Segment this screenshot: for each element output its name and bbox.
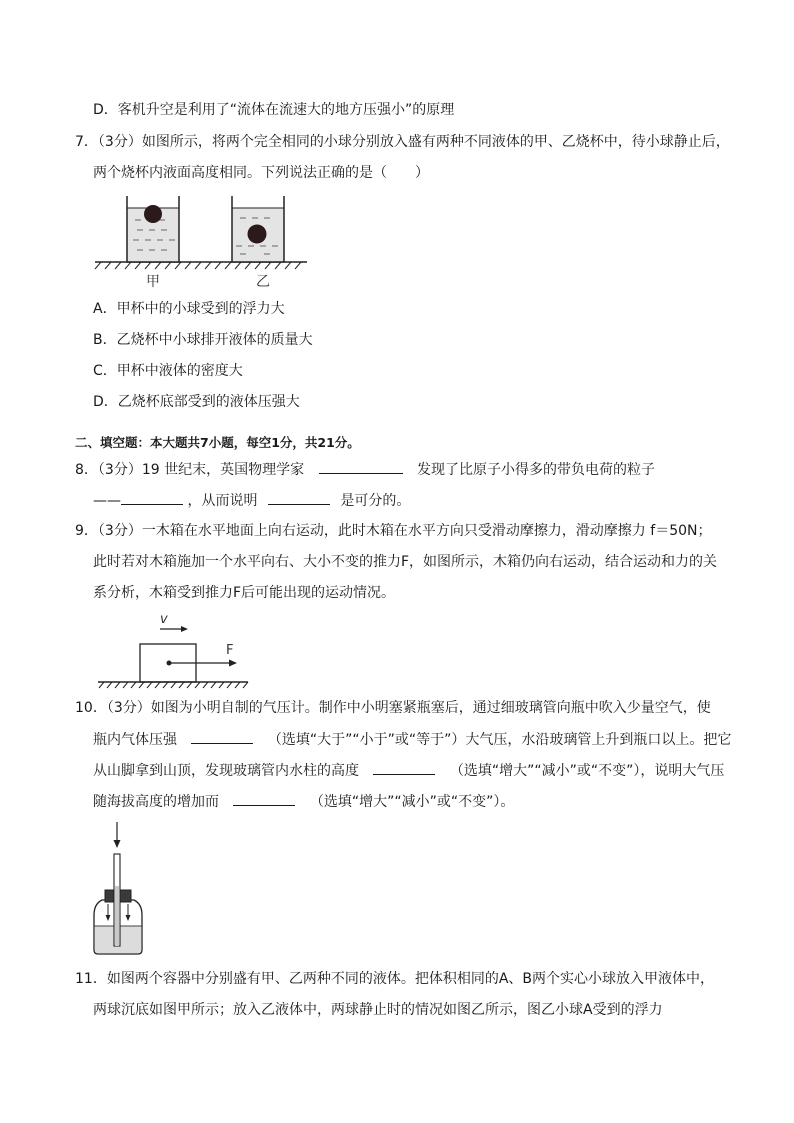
- ball-jia: [144, 205, 162, 223]
- fig-label-yi: 乙: [256, 274, 270, 290]
- q10-line4b: （选填“增大”“减小”或“不变”）。: [309, 794, 515, 810]
- ball-yi: [248, 225, 267, 244]
- q8-line1: [75, 459, 655, 480]
- q7-stem-line2: 两个烧杯内液面高度相同。下列说法正确的是（ ）: [93, 165, 429, 181]
- q10-line1: 10．（3分）如图为小明自制的气压计。制作中小明塞紧瓶塞后，通过细玻璃管向瓶中吹入少量空气，使: [75, 700, 711, 716]
- q9-line1: 9．（3分）一木箱在水平地面上向右运动，此时木箱在水平方向只受滑动摩擦力，滑动摩擦力 f＝50N；: [75, 523, 712, 539]
- q11-line2: 两球沉底如图甲所示；放入乙液体中，两球静止时的情况如图乙所示，图乙小球A受到的浮力: [93, 1002, 663, 1018]
- q9-line2: 此时若对木箱施加一个水平向右、大小不变的推力F，如图所示，木箱仍向右运动，结合运动和力的关: [93, 554, 718, 570]
- q10-barometer-figure: [88, 820, 148, 960]
- q10-line3b: （选填“增大”“减小”或“不变”），说明大气压: [449, 763, 725, 779]
- q7-option-c: C．甲杯中液体的密度大: [93, 363, 243, 379]
- q9-line3: 系分析，木箱受到推力F后可能出现的运动情况。: [93, 585, 396, 601]
- q7-option-a: A．甲杯中的小球受到的浮力大: [93, 301, 285, 317]
- q10-line2: [93, 729, 731, 750]
- q10-line4a: 随海拔高度的增加而: [93, 794, 219, 810]
- q6-option-d: D．客机升空是利用了“流体在流速大的地方压强小”的原理: [93, 102, 455, 118]
- beaker-jia: [127, 196, 179, 262]
- q8-part1: 8．（3分）19 世纪末，英国物理学家: [75, 462, 305, 478]
- q11-line1: 11．如图两个容器中分别盛有甲、乙两种不同的液体。把体积相同的A、B两个实心小球放入甲液体中，: [75, 971, 714, 987]
- q7-stem-line1: 7．（3分）如图所示，将两个完全相同的小球分别放入盛有两种不同液体的甲、乙烧杯中，待小球静止后，: [75, 134, 730, 150]
- q9-box-figure: [98, 612, 248, 688]
- beaker-yi: [232, 196, 284, 262]
- q7-beakers-figure: [95, 192, 310, 292]
- q10-line3a: 从山脚拿到山顶，发现玻璃管内水柱的高度: [93, 763, 359, 779]
- q10-line2b: （选填“大于”“小于”或“等于”）大气压，水沿玻璃管上升到瓶口以上。把它: [267, 732, 732, 748]
- velocity-label: v: [160, 612, 168, 627]
- q7-option-d: D．乙烧杯底部受到的液体压强大: [93, 394, 300, 410]
- q10-blank2[interactable]: [373, 760, 435, 775]
- q8-blank3[interactable]: [268, 490, 330, 505]
- q8-part4: ，从而说明: [187, 493, 258, 509]
- q10-line2a: 瓶内气体压强: [93, 732, 177, 748]
- section2-heading: 二、填空题：本大题共7小题，每空1分，共21分。: [75, 435, 360, 450]
- q8-line2: [93, 490, 410, 511]
- q10-line4: [93, 791, 514, 812]
- q10-blank1[interactable]: [191, 729, 253, 744]
- q7-option-b: B．乙烧杯中小球排开液体的质量大: [93, 332, 313, 348]
- fig-label-jia: 甲: [146, 274, 160, 290]
- force-label: F: [226, 643, 234, 658]
- q8-part3: ——: [93, 493, 121, 509]
- q8-part5: 是可分的。: [340, 493, 411, 509]
- q10-line3: [93, 760, 724, 781]
- q8-blank1[interactable]: [319, 459, 403, 474]
- q8-part2: 发现了比原子小得多的带负电荷的粒子: [417, 462, 655, 478]
- q8-blank2[interactable]: [121, 490, 183, 505]
- q10-blank3[interactable]: [233, 791, 295, 806]
